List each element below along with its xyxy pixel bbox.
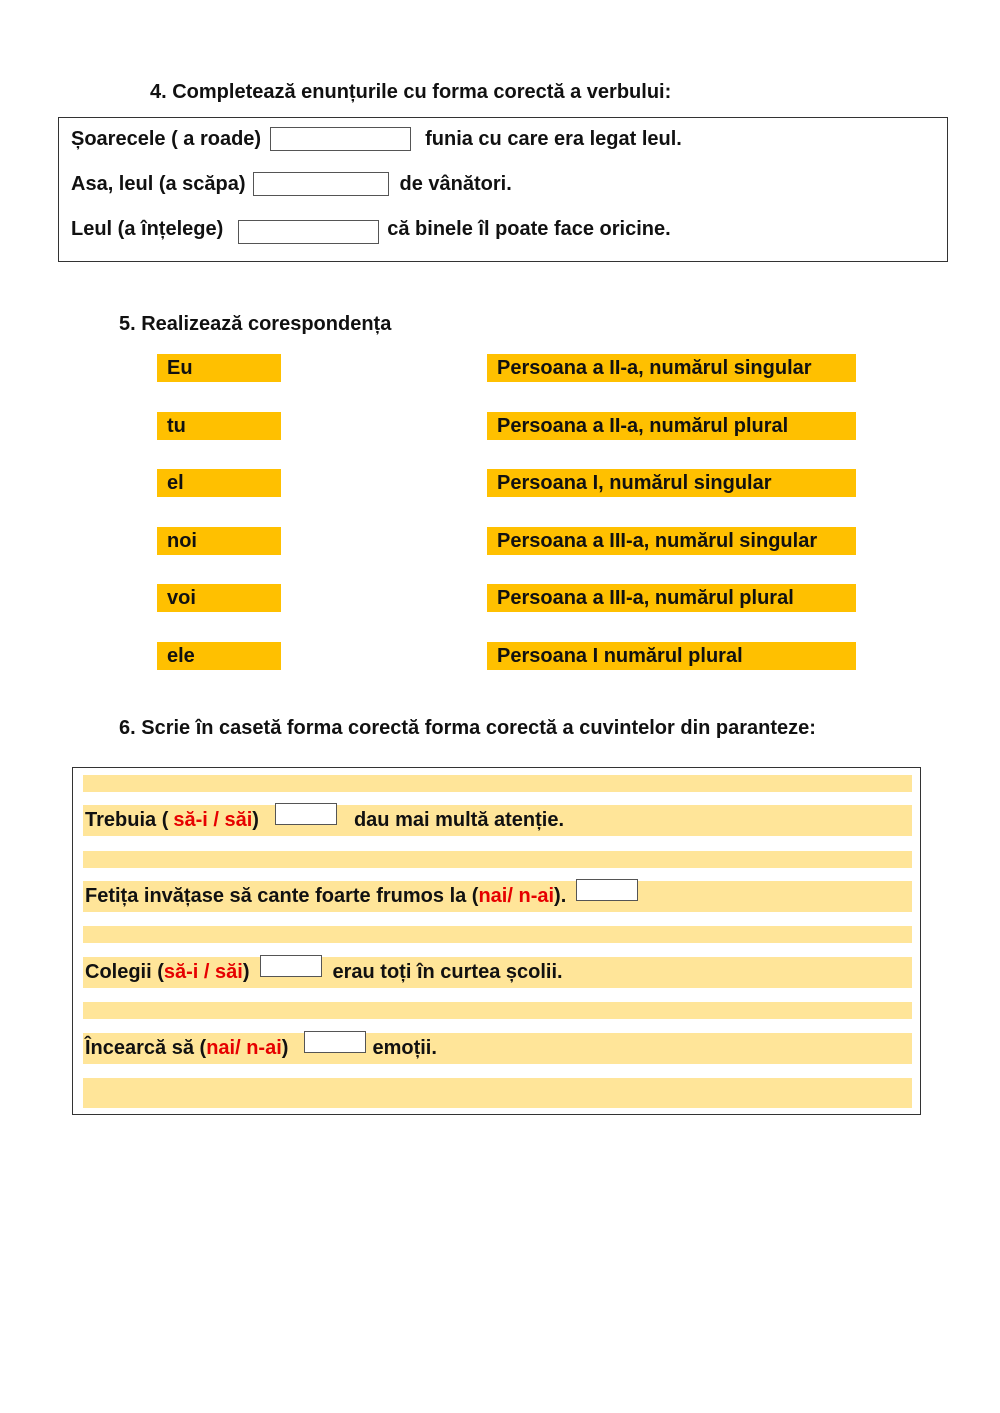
pronoun-voi[interactable]: voi (157, 584, 281, 612)
text: ). (554, 884, 567, 907)
text: Colegii ( (85, 960, 164, 983)
exercise-6-line (85, 1033, 437, 1063)
text: emoții. (372, 1036, 437, 1059)
text: Trebuia ( (85, 808, 169, 831)
answer-input-6-2[interactable] (576, 879, 638, 901)
exercise-6-line (85, 805, 564, 835)
sentence-start: Leul (a înțelege) (71, 217, 224, 240)
pronoun-ele[interactable]: ele (157, 642, 281, 670)
band (83, 1078, 912, 1108)
answer-input-1[interactable] (270, 127, 411, 151)
exercise-6-line (85, 957, 563, 987)
pronoun-el[interactable]: el (157, 469, 281, 497)
answer-input-2[interactable] (253, 172, 389, 196)
person-option[interactable]: Persoana a III-a, numărul plural (487, 584, 856, 612)
section-6-title: 6. Scrie în casetă forma corectă forma corectă a cuvintelor din paranteze: (119, 717, 816, 739)
red-hint: nai/ n-ai (206, 1036, 282, 1059)
exercise-4-box (58, 117, 948, 262)
exercise-4-row (71, 124, 682, 154)
person-option[interactable]: Persoana a II-a, numărul plural (487, 412, 856, 440)
answer-input-6-1[interactable] (275, 803, 337, 825)
sentence-end: de vânători. (399, 172, 512, 195)
pronoun-noi[interactable]: noi (157, 527, 281, 555)
pronoun-tu[interactable]: tu (157, 412, 281, 440)
band (83, 775, 912, 792)
exercise-6-line (85, 881, 638, 911)
sentence-start: Asa, leul (a scăpa) (71, 172, 246, 195)
red-hint: nai/ n-ai (478, 884, 555, 907)
answer-input-6-4[interactable] (304, 1031, 366, 1053)
person-option[interactable]: Persoana a III-a, numărul singular (487, 527, 856, 555)
band (83, 851, 912, 868)
section-4-title: 4. Completează enunțurile cu forma corectă a verbului: (150, 81, 672, 103)
person-option[interactable]: Persoana a II-a, numărul singular (487, 354, 856, 382)
text: Încearcă să ( (85, 1036, 207, 1059)
person-option[interactable]: Persoana I numărul plural (487, 642, 856, 670)
text: ) (242, 960, 250, 983)
band (83, 1002, 912, 1019)
sentence-end: că binele îl poate face oricine. (387, 217, 671, 240)
answer-input-6-3[interactable] (260, 955, 322, 977)
exercise-4-row (71, 214, 671, 244)
exercise-6-box (72, 767, 921, 1115)
person-option[interactable]: Persoana I, numărul singular (487, 469, 856, 497)
exercise-4-row (71, 169, 512, 199)
red-hint: să-i / săi (163, 960, 243, 983)
sentence-end: funia cu care era legat leul. (425, 127, 682, 150)
section-5-title: 5. Realizează corespondența (119, 313, 392, 335)
text: ) (252, 808, 259, 831)
band (83, 926, 912, 943)
text: Fetița invățase să cante foarte frumos la ( (85, 884, 479, 907)
sentence-start: Șoarecele ( a roade) (71, 127, 262, 150)
pronoun-eu[interactable]: Eu (157, 354, 281, 382)
answer-input-3[interactable] (238, 220, 379, 244)
text: erau toți în curtea școlii. (332, 960, 563, 983)
text: ) (281, 1036, 289, 1059)
text: dau mai multă atenție. (353, 808, 565, 831)
red-hint: să-i / săi (173, 808, 253, 831)
